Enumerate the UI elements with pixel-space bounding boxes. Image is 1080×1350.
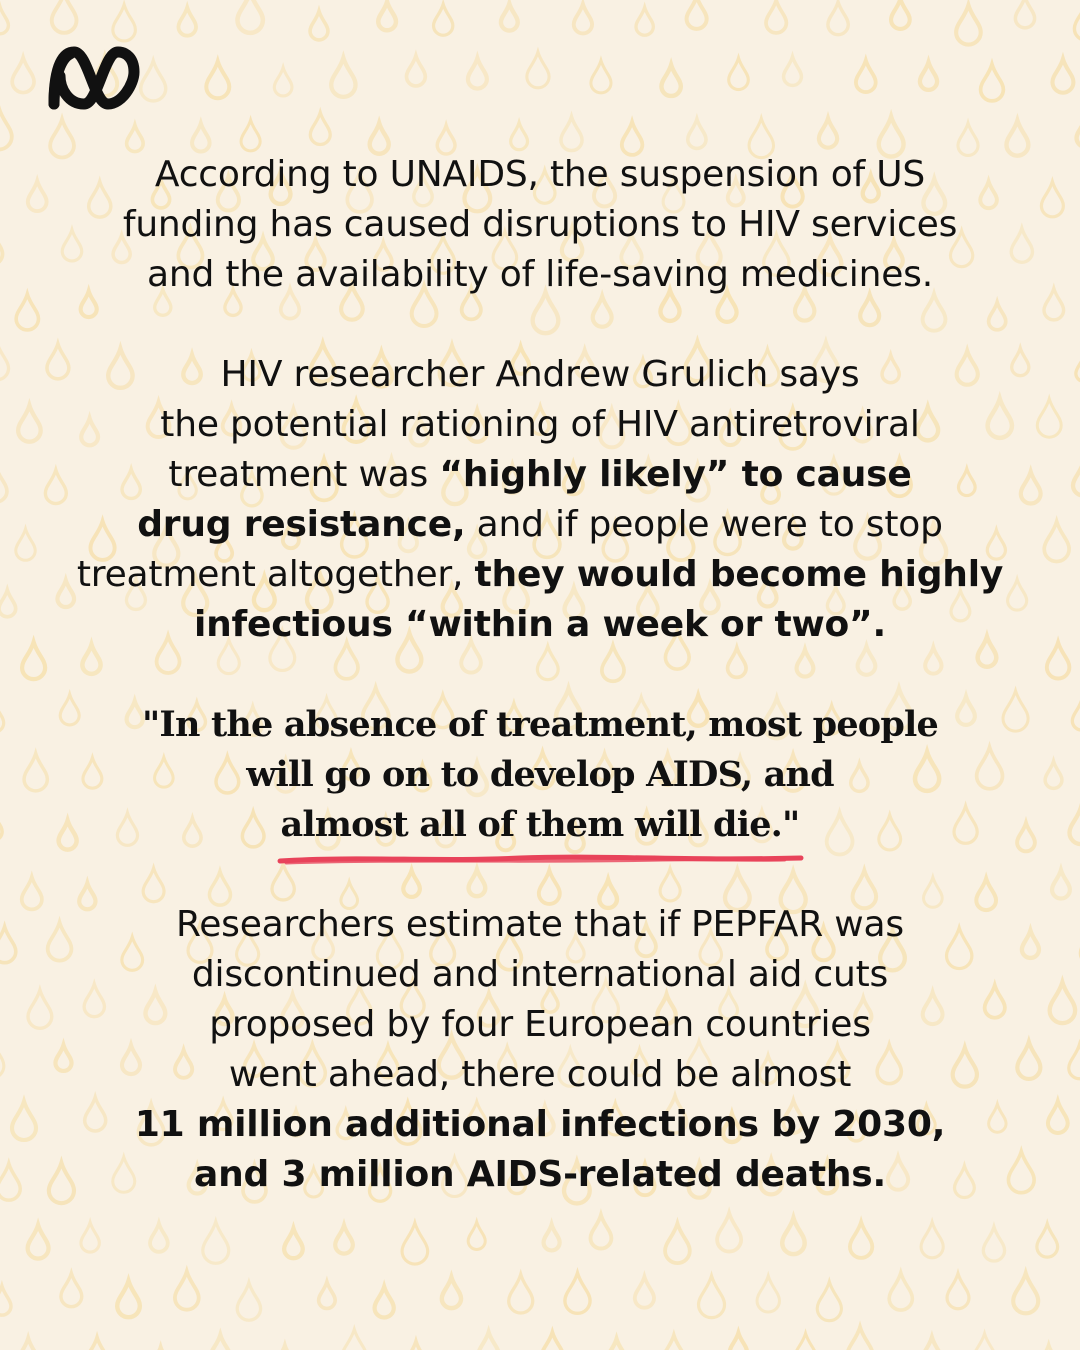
droplet-icon xyxy=(574,4,592,33)
droplet-icon xyxy=(1015,0,1034,28)
droplet-icon xyxy=(12,57,34,92)
droplet-icon xyxy=(1048,1101,1068,1133)
droplet-icon xyxy=(18,405,41,441)
droplet-icon xyxy=(0,702,4,732)
droplet-icon xyxy=(1050,982,1075,1023)
droplet-icon xyxy=(61,1273,82,1306)
text-line xyxy=(40,550,1040,600)
droplet-icon xyxy=(1069,1044,1080,1078)
emphasis-text: drug resistance, xyxy=(137,504,466,545)
droplet-icon xyxy=(1052,59,1073,93)
emphasis-text: “highly likely” to cause xyxy=(439,454,912,495)
droplet-icon xyxy=(730,1333,747,1350)
droplet-icon xyxy=(847,1327,872,1350)
droplet-icon xyxy=(1044,522,1069,562)
droplet-icon xyxy=(607,1339,626,1350)
text-line: According to UNAIDS, the suspension of US xyxy=(154,154,926,195)
droplet-icon xyxy=(375,1287,394,1318)
droplet-icon xyxy=(478,1332,499,1350)
droplet-icon xyxy=(891,0,910,29)
quote-line: will go on to develop AIDS, and xyxy=(246,754,834,795)
droplet-icon xyxy=(319,1282,336,1309)
droplet-icon xyxy=(565,1273,590,1313)
paragraph-researchers xyxy=(40,900,1040,1200)
text-line: the potential rationing of HIV antiretroviral xyxy=(160,404,920,445)
droplet-icon xyxy=(113,5,136,41)
droplet-icon xyxy=(766,0,786,33)
abc-lissajous-icon xyxy=(48,44,140,112)
droplet-icon xyxy=(405,1341,427,1350)
droplet-icon xyxy=(1047,642,1070,678)
droplet-icon xyxy=(817,1282,841,1321)
text-line: Researchers estimate that if PEPFAR was xyxy=(176,904,904,945)
droplet-icon xyxy=(1069,807,1080,844)
droplet-icon xyxy=(795,1333,817,1350)
text-line: funding has caused disruptions to HIV services xyxy=(122,204,958,245)
text-line xyxy=(40,1100,1040,1150)
droplet-icon xyxy=(889,1273,912,1310)
droplet-icon xyxy=(16,1338,40,1350)
droplet-icon xyxy=(1052,870,1070,899)
droplet-icon xyxy=(241,120,260,151)
quote-line xyxy=(40,800,1040,850)
emphasis-text: and 3 million AIDS-related deaths. xyxy=(194,1154,886,1195)
droplet-icon xyxy=(237,1283,260,1321)
abc-logo xyxy=(48,44,140,112)
droplet-icon xyxy=(210,1335,231,1350)
droplet-icon xyxy=(0,231,3,265)
droplet-icon xyxy=(974,1334,996,1350)
droplet-icon xyxy=(757,1276,779,1312)
droplet-icon xyxy=(22,877,42,909)
droplet-icon xyxy=(1076,356,1080,382)
text-line xyxy=(40,600,1040,650)
droplet-icon xyxy=(1013,1273,1038,1313)
droplet-icon xyxy=(636,7,653,35)
droplet-icon xyxy=(192,123,210,151)
emphasis-text: 11 million additional infections by 2030, xyxy=(134,1104,946,1145)
droplet-icon xyxy=(0,343,9,380)
droplet-icon xyxy=(956,5,981,44)
droplet-icon xyxy=(16,529,35,560)
droplet-icon xyxy=(276,1345,293,1350)
text-segment: treatment was xyxy=(168,454,440,495)
paragraph-grulich xyxy=(40,350,1040,650)
droplet-icon xyxy=(784,57,802,86)
droplet-icon xyxy=(511,123,528,150)
text-line: proposed by four European countries xyxy=(209,1004,871,1045)
droplet-icon xyxy=(378,2,396,30)
droplet-icon xyxy=(1039,1345,1057,1350)
quote-line: "In the absence of treatment, most people xyxy=(142,704,938,745)
text-segment: and if people were to stop xyxy=(465,504,943,545)
droplet-icon xyxy=(342,1329,367,1350)
droplet-icon xyxy=(0,1039,4,1078)
droplet-icon xyxy=(561,117,582,151)
droplet-icon xyxy=(52,0,77,33)
droplet-icon xyxy=(661,65,680,96)
droplet-icon xyxy=(920,1337,943,1350)
droplet-icon xyxy=(527,52,549,88)
emphasis-text: they would become highly xyxy=(474,554,1004,595)
droplet-icon xyxy=(86,1337,108,1350)
text-line: HIV researcher Andrew Grulich says xyxy=(220,354,860,395)
droplet-icon xyxy=(16,294,38,330)
droplet-icon xyxy=(501,4,518,31)
droplet-icon xyxy=(274,68,292,96)
text-segment: treatment altogether, xyxy=(76,554,475,595)
droplet-icon xyxy=(206,61,229,98)
droplet-icon xyxy=(237,0,262,33)
droplet-icon xyxy=(591,61,611,93)
droplet-icon xyxy=(152,1346,169,1350)
droplet-icon xyxy=(12,1101,36,1140)
text-line xyxy=(40,500,1040,550)
droplet-icon xyxy=(178,7,196,35)
droplet-icon xyxy=(0,813,2,841)
droplet-icon xyxy=(1037,399,1061,437)
droplet-icon xyxy=(175,1271,199,1309)
droplet-icon xyxy=(310,113,330,145)
droplet-icon xyxy=(1072,700,1080,730)
text-line: discontinued and international aid cuts xyxy=(191,954,889,995)
droplet-icon xyxy=(1077,119,1080,147)
underlined-quote-text xyxy=(280,800,799,850)
droplet-icon xyxy=(828,2,848,35)
droplet-icon xyxy=(117,1281,140,1317)
droplet-icon xyxy=(981,64,1004,101)
article-text xyxy=(40,150,1040,1250)
droplet-icon xyxy=(434,4,453,35)
text-line xyxy=(40,1150,1040,1200)
text-line: and the availability of life-saving medicines. xyxy=(147,254,933,295)
droplet-icon xyxy=(0,927,16,963)
droplet-icon xyxy=(729,58,749,89)
droplet-icon xyxy=(1045,761,1062,788)
text-line xyxy=(40,450,1040,500)
droplet-icon xyxy=(406,56,425,86)
droplet-icon xyxy=(468,58,487,88)
droplet-icon xyxy=(635,1277,654,1308)
droplet-icon xyxy=(1041,182,1063,217)
droplet-icon xyxy=(127,125,144,152)
droplet-icon xyxy=(688,119,706,148)
droplet-icon xyxy=(920,62,937,90)
droplet-icon xyxy=(819,118,837,147)
droplet-icon xyxy=(0,1286,11,1315)
droplet-icon xyxy=(1044,288,1064,319)
droplet-icon xyxy=(141,61,166,101)
emphasis-text: infectious “within a week or two”. xyxy=(193,604,886,645)
text-line: went ahead, there could be almost xyxy=(228,1054,852,1095)
droplet-icon xyxy=(509,1274,533,1313)
droplet-icon xyxy=(542,1332,563,1350)
pull-quote xyxy=(40,700,1040,850)
droplet-icon xyxy=(0,108,12,149)
droplet-icon xyxy=(0,467,7,501)
droplet-icon xyxy=(331,58,355,97)
droplet-icon xyxy=(0,6,8,34)
paragraph-unaids xyxy=(40,150,1040,300)
droplet-icon xyxy=(1074,3,1080,41)
quote-text: almost all of them will die." xyxy=(280,804,800,845)
droplet-icon xyxy=(442,1277,461,1308)
droplet-icon xyxy=(1073,463,1080,495)
droplet-icon xyxy=(947,1274,969,1309)
droplet-icon xyxy=(662,1335,685,1350)
droplet-icon xyxy=(0,1163,20,1200)
brush-underline-icon xyxy=(276,852,805,866)
droplet-icon xyxy=(856,60,876,92)
droplet-icon xyxy=(0,590,16,617)
droplet-icon xyxy=(310,11,328,40)
droplet-icon xyxy=(699,1276,725,1318)
droplet-icon xyxy=(687,0,707,29)
